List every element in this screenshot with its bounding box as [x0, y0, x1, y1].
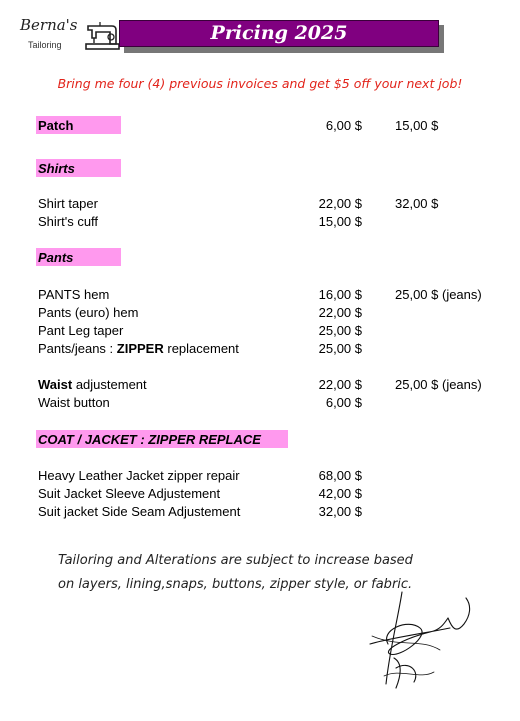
item-price: 16,00 $	[318, 287, 362, 302]
item-price: 68,00 $	[318, 468, 362, 483]
section-label: Shirts	[38, 161, 75, 176]
sewing-machine-icon	[84, 18, 120, 52]
item-price-alt: 25,00 $ (jeans)	[395, 377, 482, 392]
item-name-pre: Pants/jeans :	[38, 341, 117, 356]
item-price: 22,00 $	[318, 377, 362, 392]
item-price-alt: 25,00 $ (jeans)	[395, 287, 482, 302]
item-price: 22,00 $	[318, 305, 362, 320]
title-banner	[119, 20, 439, 47]
item-price: 32,00 $	[318, 504, 362, 519]
footer-note: Tailoring and Alterations are subject to increase based on layers, lining,snaps, buttons, zipper style, or fabric.	[58, 553, 413, 592]
item-name-bold: Waist	[38, 377, 73, 392]
list-item: Pants (euro) hem	[38, 305, 139, 320]
list-item: Pant Leg taper	[38, 323, 124, 338]
logo-name: Berna's	[20, 16, 78, 34]
logo-subtitle: Tailoring	[28, 40, 62, 50]
patch-price: 6,00 $	[325, 118, 362, 133]
patch-price-alt: 15,00 $	[395, 118, 439, 133]
item-price: 25,00 $	[318, 323, 362, 338]
item-name-bold: ZIPPER	[116, 341, 164, 356]
item-name-post: replacement	[163, 341, 239, 356]
item-price: 25,00 $	[318, 341, 362, 356]
list-item: Shirt taper	[38, 196, 98, 211]
section-header-shirts	[36, 159, 121, 177]
section-header-pants	[36, 248, 121, 266]
signature-icon	[360, 588, 480, 693]
item-name-post: adjustement	[72, 377, 147, 392]
list-item	[38, 340, 239, 358]
list-item: Suit jacket Side Seam Adjustement	[38, 504, 241, 519]
item-price: 22,00 $	[318, 196, 362, 211]
list-item: PANTS hem	[38, 287, 110, 302]
section-label: Patch	[38, 118, 74, 133]
section-label: Pants	[38, 250, 74, 265]
section-header-patch	[36, 116, 121, 134]
section-label: COAT / JACKET : ZIPPER REPLACE	[38, 432, 261, 447]
item-price: 6,00 $	[325, 395, 362, 410]
page-title: Pricing 2025	[210, 22, 348, 44]
list-item: Waist button	[38, 395, 110, 410]
logo	[14, 14, 122, 54]
list-item: Heavy Leather Jacket zipper repair	[38, 468, 240, 483]
promo-text: Bring me four (4) previous invoices and get $5 off your next job!	[57, 76, 463, 91]
list-item	[38, 376, 147, 394]
section-header-coat	[36, 430, 288, 448]
list-item: Shirt's cuff	[38, 214, 99, 229]
list-item: Suit Jacket Sleeve Adjustement	[38, 486, 221, 501]
item-price: 15,00 $	[318, 214, 362, 229]
item-price-alt: 32,00 $	[395, 196, 439, 211]
item-price: 42,00 $	[318, 486, 362, 501]
